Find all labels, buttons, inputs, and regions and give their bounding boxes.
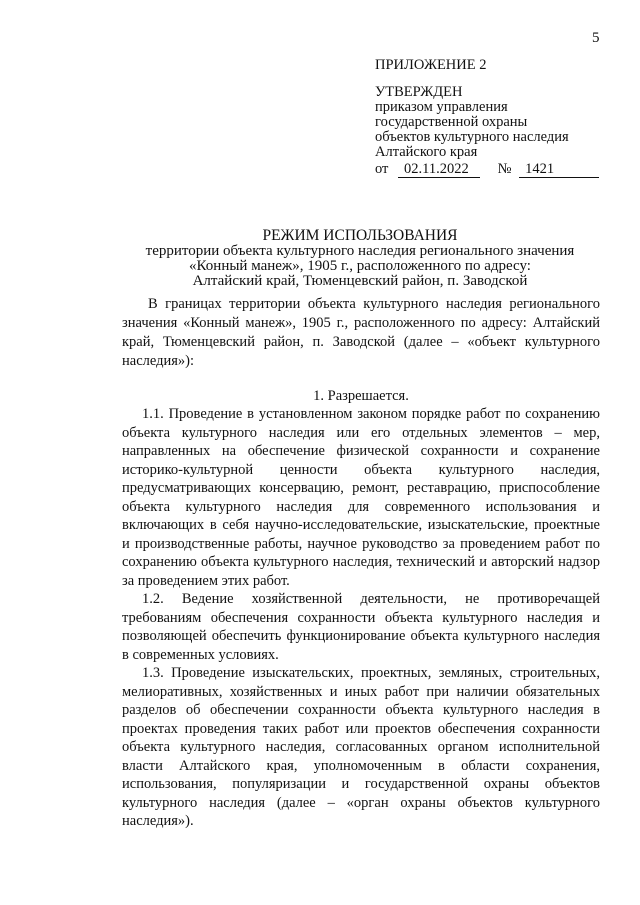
item-paragraph: 1.1. Проведение в установленном законом порядке работ по сохранению объекта культурного наследия или его отдельных элементов – мер, направленных на обеспечение физической сохранности и сохранение историко-культурной ценности объекта культурного наследия, предусматривающих консервацию, ремонт, реставрацию, приспособление объекта культурного наследия для современного использования и включающих в себя научно-исследовательские, изыскательские, проектные и производственные работы, научное руководство за проведением работ по сохранению объекта культурного наследия, технический и авторский надзор за проведением этих работ. <box>122 406 600 589</box>
document-title: РЕЖИМ ИСПОЛЬЗОВАНИЯ <box>262 227 458 244</box>
approval-line: приказом управления <box>375 99 508 115</box>
approval-line: государственной охраны <box>375 114 528 130</box>
title-line: территории объекта культурного наследия регионального значения <box>145 243 575 259</box>
title-line: «Конный манеж», 1905 г., расположенного по адресу: <box>189 258 531 274</box>
item-paragraph: 1.3. Проведение изыскательских, проектных, земляных, строительных, мелиоративных, хозяйственных и иных работ при наличии обязательных разделов об обеспечении сохранности объекта культурного наследия в проектах проведения таких работ или проектов обеспечения сохранности объекта культурного наследия, согласованных органом исполнительной власти Алтайского края, уполномоченным в области сохранения, использования, популяризации и государственной охраны объектов культурного наследия (далее – «орган охраны объектов культурного наследия»). <box>122 665 600 829</box>
approval-line: Алтайского края <box>375 144 478 160</box>
section-heading: 1. Разрешается. <box>313 388 409 404</box>
item-paragraph: 1.2. Ведение хозяйственной деятельности, не противоречащей требованиям обеспечения сохранности объекта культурного наследия и позволяющей обеспечить функционирование объекта культурного наследия в современных условиях. <box>122 591 600 663</box>
intro-section <box>122 295 600 371</box>
approval-stamp <box>375 58 599 178</box>
order-date: 02.11.2022 <box>398 162 480 178</box>
approval-line: объектов культурного наследия <box>375 129 569 145</box>
number-prefix: № <box>497 161 512 177</box>
title-line: Алтайский край, Тюменцевский район, п. Заводской <box>192 273 528 289</box>
intro-paragraph: В границах территории объекта культурного наследия регионального значения «Конный манеж», 1905 г., расположенного по адресу: Алтайский край, Тюменцевский район, п. Заводской (далее – «объект культурного наследия»): <box>122 296 600 369</box>
date-prefix: от <box>375 161 389 177</box>
section-items <box>122 405 600 831</box>
approved-label: УТВЕРЖДЕН <box>375 84 463 100</box>
document-title-block <box>120 228 600 289</box>
order-number: 1421 <box>519 162 599 178</box>
page-number: 5 <box>592 30 600 46</box>
order-date-number <box>375 162 599 178</box>
annex-label: ПРИЛОЖЕНИЕ 2 <box>375 57 487 73</box>
